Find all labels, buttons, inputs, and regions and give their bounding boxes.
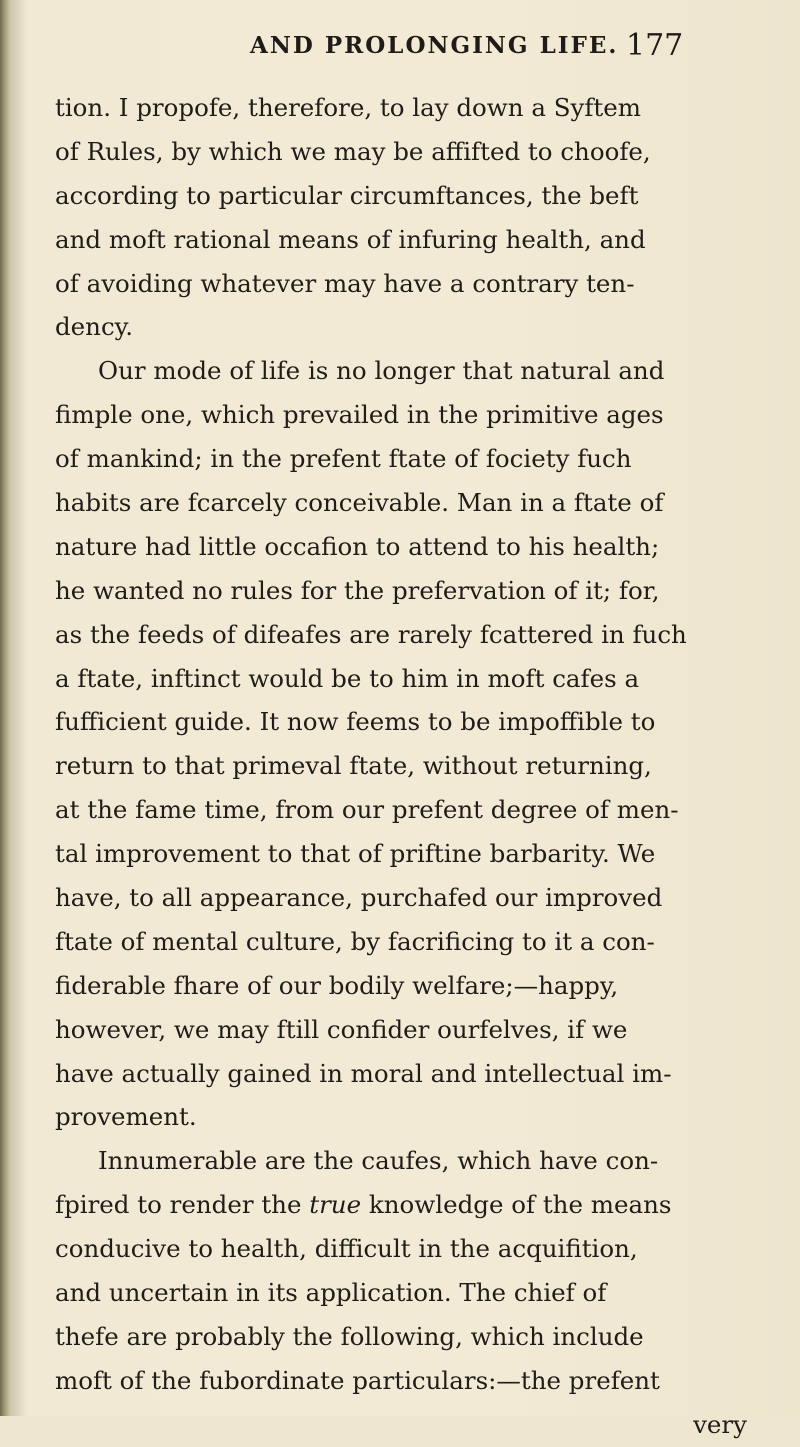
text-line: conducive to health, difficult in the acquifition, <box>55 1234 638 1264</box>
text-line: have actually gained in moral and intellectual im- <box>55 1058 672 1088</box>
text-line: according to particular circumftances, the beft <box>55 180 639 210</box>
text-line: ftate of mental culture, by facrificing to it a con- <box>55 926 655 956</box>
page-header <box>0 24 800 68</box>
running-head: AND PROLONGING LIFE. <box>250 32 619 59</box>
text-line: dency. <box>55 312 134 342</box>
catchword: very <box>693 1409 747 1439</box>
text-line: return to that primeval ftate, without returning, <box>55 751 652 781</box>
text-line: and uncertain in its application. The chief of <box>55 1278 607 1308</box>
text-line: fufficient guide. It now feems to be impoffible to <box>55 707 656 737</box>
text-line: tal improvement to that of priftine barbarity. We <box>55 839 656 869</box>
paragraph-start-line: Innumerable are the caufes, which have con- <box>98 1146 659 1176</box>
text-line: of avoiding whatever may have a contrary ten- <box>55 268 635 298</box>
text-line: he wanted no rules for the prefervation of it; for, <box>55 575 660 605</box>
binding-gutter <box>0 0 10 1416</box>
text-segment: fpired to render the <box>55 1190 302 1220</box>
text-line: moft of the fubordinate particulars:—the prefent <box>55 1365 660 1395</box>
text-line: however, we may ftill confider ourfelves, if we <box>55 1014 628 1044</box>
text-line <box>55 1183 755 1227</box>
text-line: at the fame time, from our prefent degree of men- <box>55 795 679 825</box>
body-text <box>55 86 755 1447</box>
italic-word: true <box>309 1190 362 1220</box>
text-line: fimple one, which prevailed in the primitive ages <box>55 400 664 430</box>
text-line: of mankind; in the prefent ftate of fociety fuch <box>55 444 632 474</box>
page-number: 177 <box>626 28 684 63</box>
text-segment: knowledge of the means <box>368 1190 672 1220</box>
text-line: as the feeds of difeafes are rarely fcattered in fuch <box>55 619 687 649</box>
text-line: provement. <box>55 1102 197 1132</box>
text-line: habits are fcarcely conceivable. Man in a ftate of <box>55 488 664 518</box>
text-line: have, to all appearance, purchafed our improved <box>55 883 663 913</box>
text-line: fiderable fhare of our bodily welfare;—happy, <box>55 970 619 1000</box>
text-line: a ftate, inftinct would be to him in moft cafes a <box>55 663 640 693</box>
text-line: and moft rational means of infuring health, and <box>55 224 646 254</box>
text-line: of Rules, by which we may be affifted to choofe, <box>55 136 651 166</box>
text-line: tion. I propofe, therefore, to lay down a Syftem <box>55 93 642 122</box>
text-line: thefe are probably the following, which include <box>55 1321 644 1351</box>
text-line: nature had little occafion to attend to his health; <box>55 531 660 561</box>
paragraph-start-line: Our mode of life is no longer that natural and <box>98 356 665 386</box>
gutter-shadow <box>10 0 28 1416</box>
